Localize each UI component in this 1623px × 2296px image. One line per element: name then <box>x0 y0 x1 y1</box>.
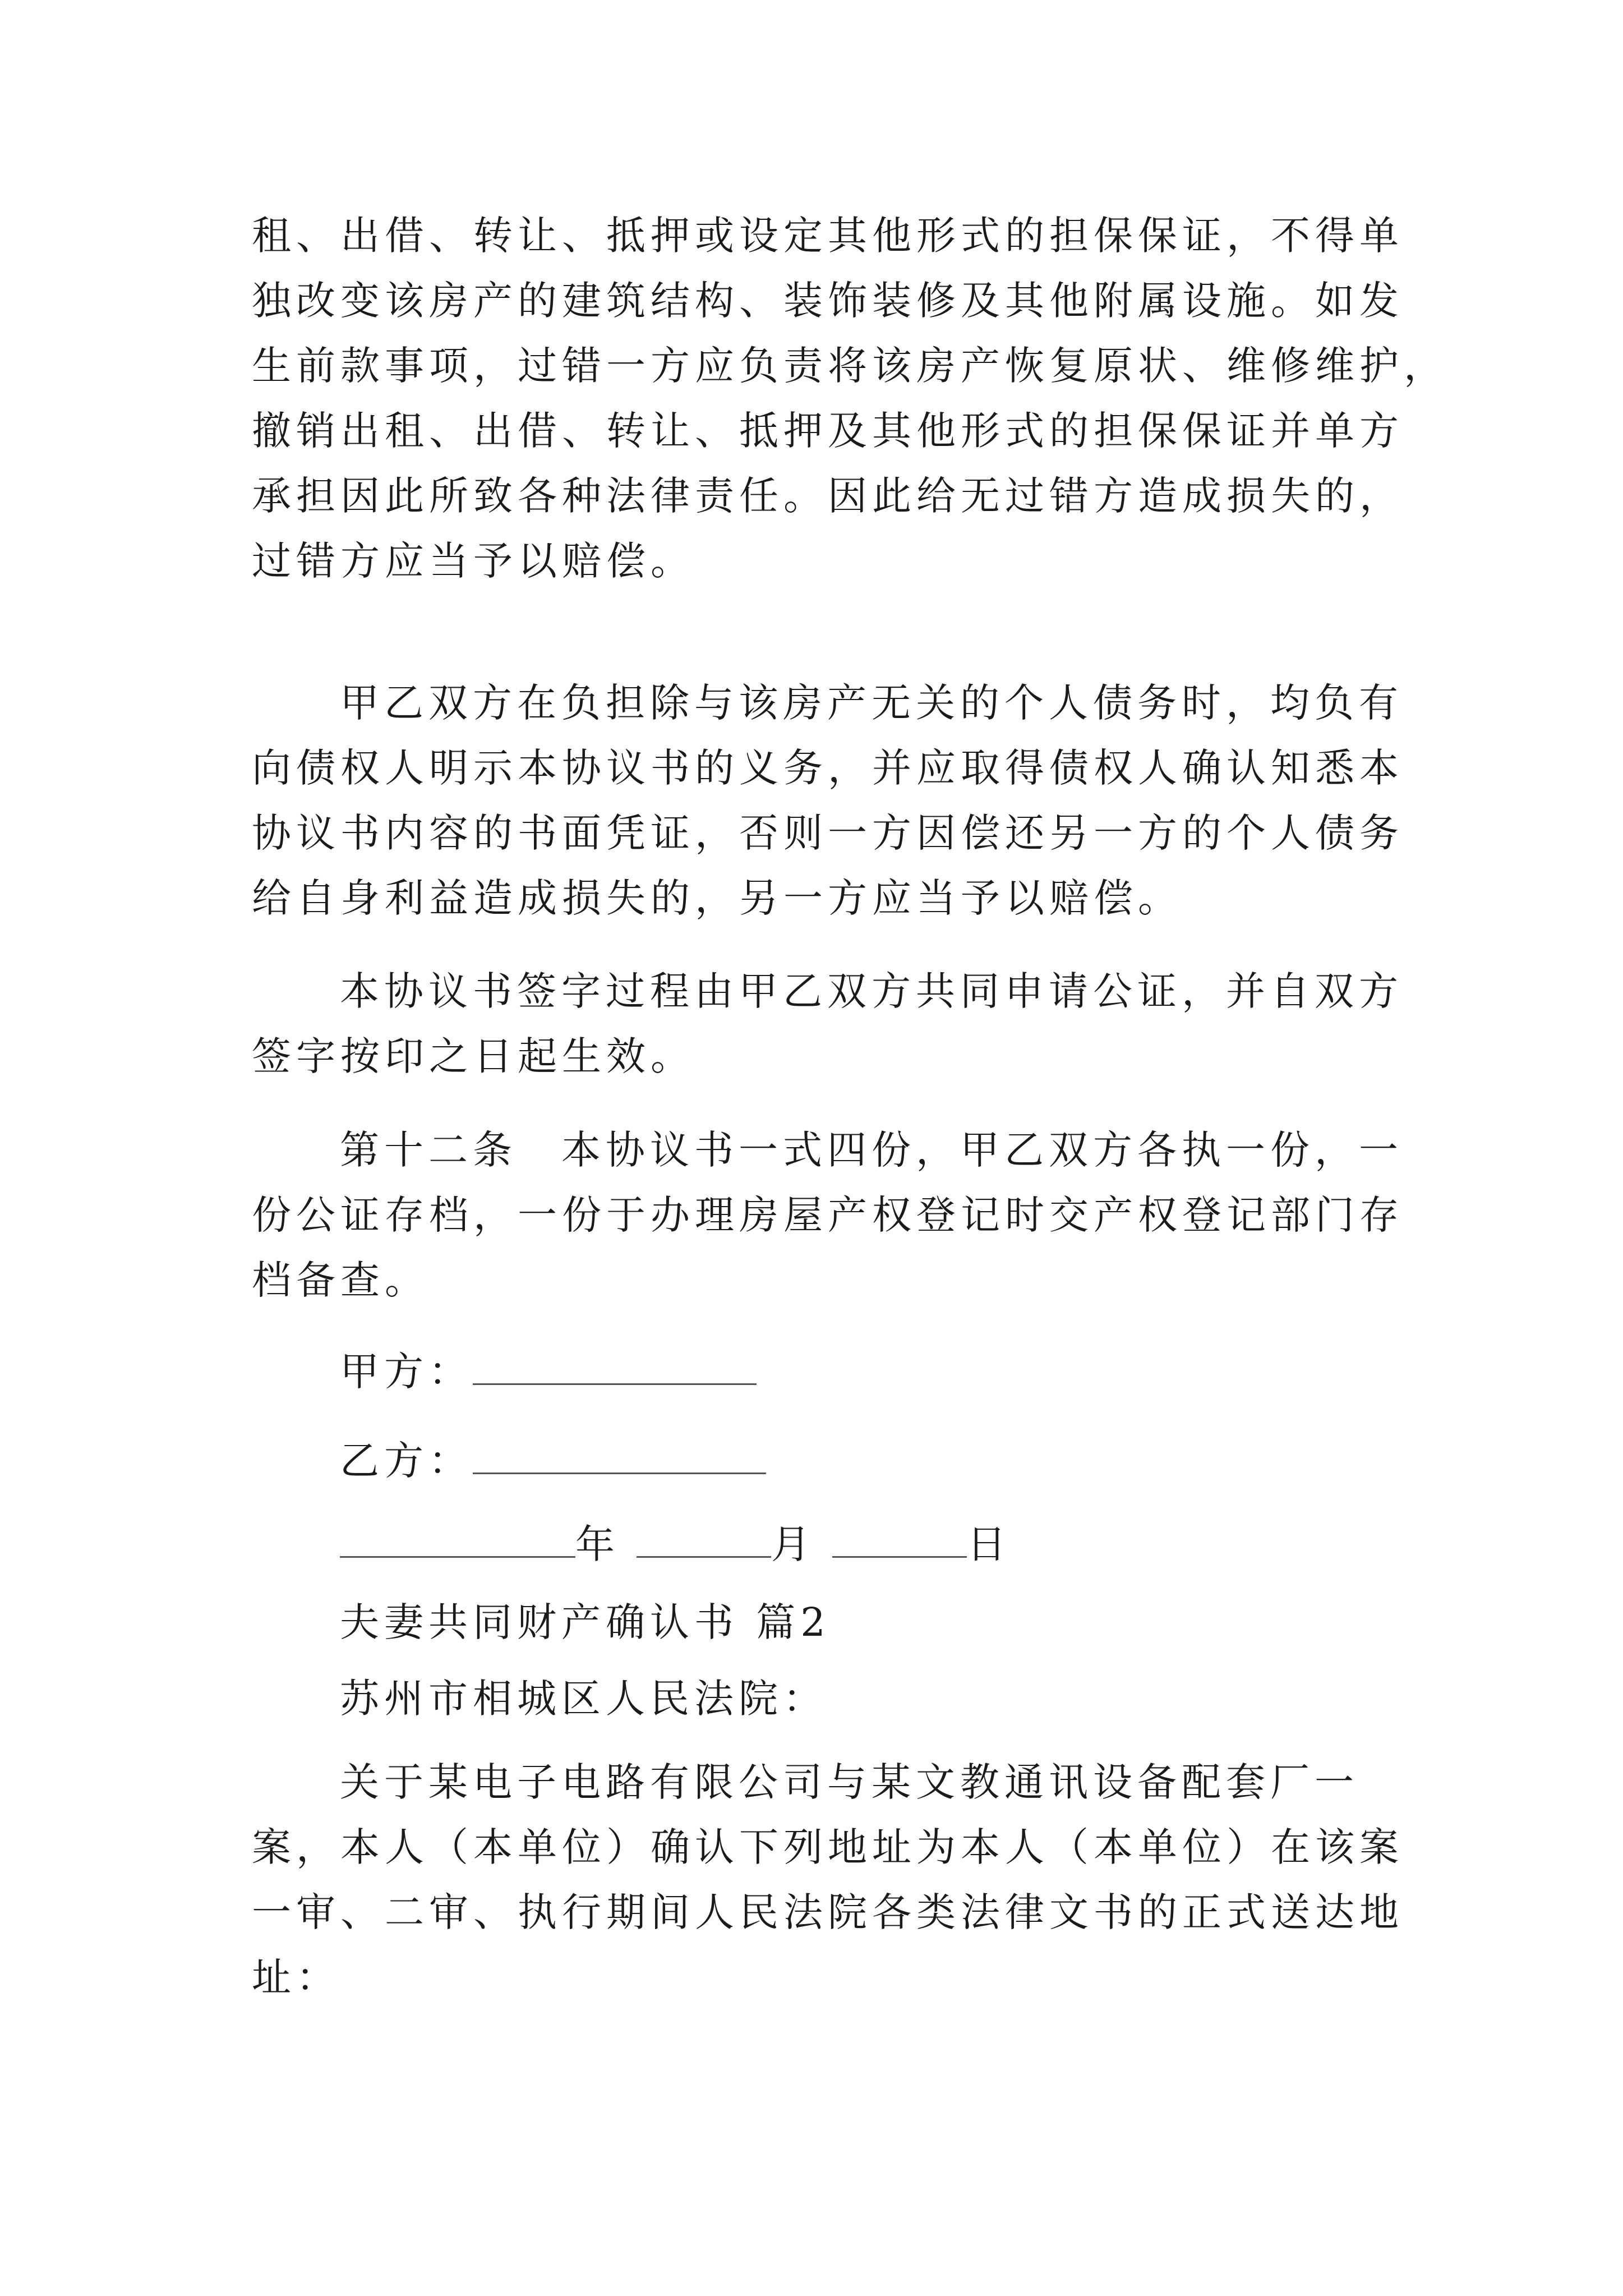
text-line: 份公证存档，一份于办理房屋产权登记时交产权登记部门存 <box>252 1192 1404 1238</box>
party-b-label: 乙方： <box>340 1438 473 1484</box>
month-label: 月 <box>771 1521 815 1567</box>
text-line: 签字按印之日起生效。 <box>252 1033 695 1079</box>
paragraph-start: 甲乙双方在负担除与该房产无关的个人债务时，均负有 <box>340 680 1403 726</box>
party-b-signature-line <box>340 1433 766 1489</box>
date-line <box>340 1516 1011 1572</box>
year-label: 年 <box>575 1521 620 1567</box>
text-line: 撤销出租、出借、转让、抵押及其他形式的担保保证并单方 <box>252 408 1404 454</box>
party-a-signature-line <box>340 1343 757 1400</box>
year-blank <box>340 1521 575 1558</box>
party-a-blank <box>473 1349 757 1385</box>
party-a-label: 甲方： <box>340 1349 473 1395</box>
text-line: 档备查。 <box>252 1257 429 1303</box>
text-line: 过错方应当予以赔偿。 <box>252 538 695 584</box>
month-blank <box>637 1521 771 1558</box>
text-line: 给自身利益造成损失的，另一方应当予以赔偿。 <box>252 875 1182 921</box>
day-label: 日 <box>967 1521 1011 1567</box>
day-blank <box>832 1521 967 1558</box>
article-12-heading: 第十二条 本协议书一式四份，甲乙双方各执一份，一 <box>340 1127 1403 1173</box>
text-line: 独改变该房产的建筑结构、装饰装修及其他附属设施。如发 <box>252 278 1404 324</box>
text-line: 承担因此所致各种法律责任。因此给无过错方造成损失的， <box>252 473 1404 519</box>
paragraph-start: 本协议书签字过程由甲乙双方共同申请公证，并自双方 <box>340 968 1403 1014</box>
section-title: 夫妻共同财产确认书 篇2 <box>340 1599 831 1645</box>
text-line: 协议书内容的书面凭证，否则一方因偿还另一方的个人债务 <box>252 810 1404 856</box>
paragraph-start: 关于某电子电路有限公司与某文教通讯设备配套厂一 <box>340 1759 1359 1805</box>
text-line: 租、出借、转让、抵押或设定其他形式的担保保证，不得单 <box>252 213 1404 259</box>
party-b-blank <box>473 1438 766 1474</box>
addressee: 苏州市相城区人民法院： <box>340 1676 827 1722</box>
text-line: 向债权人明示本协议书的义务，并应取得债权人确认知悉本 <box>252 745 1404 791</box>
text-line: 址： <box>252 1954 340 2000</box>
text-line: 生前款事项，过错一方应负责将该房产恢复原状、维修维护， <box>252 343 1448 389</box>
text-line: 一审、二审、执行期间人民法院各类法律文书的正式送达地 <box>252 1889 1404 1935</box>
text-line: 案，本人（本单位）确认下列地址为本人（本单位）在该案 <box>252 1824 1404 1870</box>
